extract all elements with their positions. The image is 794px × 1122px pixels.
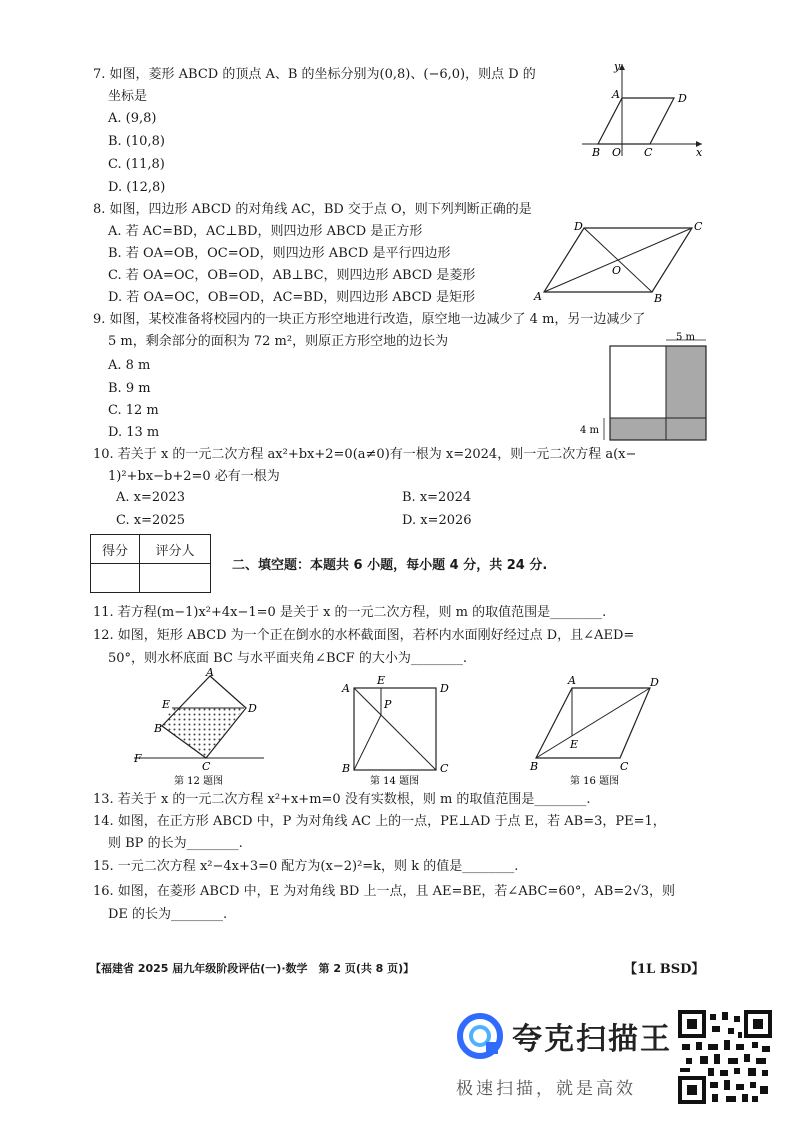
q9-option-b: B. 9 m: [108, 381, 151, 396]
q9-option-a: A. 8 m: [108, 358, 151, 373]
q8-option-b: B. 若 OA=OB，OC=OD，则四边形 ABCD 是平行四边形: [108, 246, 451, 261]
fig16-label-a: A: [568, 674, 576, 687]
q7-label-d: D: [678, 92, 687, 105]
fig14-caption: 第 14 题图: [370, 776, 420, 787]
q8-option-d: D. 若 OA=OC，OB=OD，AC=BD，则四边形 ABCD 是矩形: [108, 290, 476, 305]
q7-label-b: B: [592, 146, 601, 159]
q7-label-o: O: [612, 146, 622, 159]
q10-option-c: C. x=2025: [116, 513, 186, 528]
q9-line1: 9. 如图，某校准备将校园内的一块正方形空地进行改造，原空地一边减少了 4 m，另一边减少了: [93, 312, 646, 327]
watermark-title: 夸克扫描王: [512, 1022, 672, 1057]
q14-line1: 14. 如图，在正方形 ABCD 中，P 为对角线 AC 上的一点，PE⊥AD 于点 E，若 AB=3，PE=1，: [93, 814, 666, 829]
fig14-label-d: D: [440, 682, 449, 695]
fig12-label-d: D: [248, 702, 257, 715]
q8-option-c: C. 若 OA=OC，OB=OD，AB⊥BC，则四边形 ABCD 是菱形: [108, 268, 476, 283]
q8-label-o: O: [612, 264, 622, 277]
section-2-title: 二、填空题：本题共 6 小题，每小题 4 分，共 24 分.: [232, 558, 548, 573]
q7-option-b: B. (10,8): [108, 134, 165, 149]
watermark-subtitle: 极速扫描，就是高效: [456, 1079, 636, 1099]
fig12-label-b: B: [154, 722, 163, 735]
score-header: 得分: [91, 535, 140, 564]
q9-option-d: D. 13 m: [108, 425, 160, 440]
q9-figure: [580, 330, 710, 442]
q9-label-4m: 4 m: [580, 425, 600, 436]
q7-option-a: A. (9,8): [108, 111, 157, 126]
q11-text: 11. 若方程(m−1)x²+4x−1=0 是关于 x 的一元二次方程，则 m 的取值范围是________.: [93, 605, 607, 620]
q7-option-c: C. (11,8): [108, 157, 165, 172]
quark-logo-icon: [456, 1012, 506, 1060]
footer-right: 【1L BSD】: [624, 962, 705, 977]
q16-line2: DE 的长为________.: [108, 907, 228, 922]
q8-line1: 8. 如图，四边形 ABCD 的对角线 AC，BD 交于点 O，则下列判断正确的是: [93, 202, 532, 217]
q7-line1: 7. 如图，菱形 ABCD 的顶点 A、B 的坐标分别为(0,8)、(−6,0)，则点 D 的: [93, 67, 536, 82]
score-cell[interactable]: [91, 564, 140, 593]
q10-line1: 10. 若关于 x 的一元二次方程 ax²+bx+2=0(a≠0)有一根为 x=2024，则一元二次方程 a(x−: [93, 447, 637, 462]
q15-text: 15. 一元二次方程 x²−4x+3=0 配方为(x−2)²=k，则 k 的值是________.: [93, 859, 519, 874]
fig12-figure: [128, 668, 278, 788]
q10-option-a: A. x=2023: [116, 490, 185, 505]
fig14-label-a: A: [342, 682, 350, 695]
fig12-label-a: A: [206, 668, 214, 679]
q7-label-y: y: [614, 60, 621, 73]
fig14-figure: [338, 672, 458, 788]
fig16-label-b: B: [530, 760, 539, 773]
q9-option-c: C. 12 m: [108, 403, 159, 418]
q7-label-c: C: [644, 146, 653, 159]
q8-label-a: A: [534, 290, 542, 303]
q8-figure: [530, 218, 710, 308]
footer-left: 【福建省 2025 届九年级阶段评估(一)·数学 第 2 页(共 8 页)】: [90, 962, 415, 975]
fig12-label-c: C: [202, 760, 211, 773]
q10-option-d: D. x=2026: [402, 513, 472, 528]
q7-label-a: A: [612, 88, 620, 101]
fig16-caption: 第 16 题图: [570, 776, 620, 787]
q7-option-d: D. (12,8): [108, 180, 166, 195]
fig16-label-c: C: [620, 760, 629, 773]
q12-line1: 12. 如图，矩形 ABCD 为一个正在倒水的水杯截面图，若杯内水面刚好经过点 D，且∠AED=: [93, 628, 635, 643]
q7-figure: [578, 58, 708, 160]
q10-option-b: B. x=2024: [402, 490, 472, 505]
score-table: [90, 534, 211, 593]
qr-code-icon: [678, 1010, 772, 1104]
q16-line1: 16. 如图，在菱形 ABCD 中，E 为对角线 BD 上一点，且 AE=BE，若∠ABC=60°，AB=2√3，则: [93, 884, 676, 899]
grader-header: 评分人: [140, 535, 211, 564]
q9-line2: 5 m，剩余部分的面积为 72 m²，则原正方形空地的边长为: [108, 334, 449, 349]
fig12-label-e: E: [162, 698, 171, 711]
q8-label-d: D: [574, 220, 583, 233]
fig16-figure: [526, 674, 676, 788]
fig12-caption: 第 12 题图: [174, 776, 224, 787]
fig14-label-p: P: [384, 698, 392, 711]
grader-cell[interactable]: [140, 564, 211, 593]
q7-label-x: x: [696, 146, 703, 159]
q9-label-5m: 5 m: [676, 332, 696, 343]
q13-text: 13. 若关于 x 的一元二次方程 x²+x+m=0 没有实数根，则 m 的取值范围是________.: [93, 792, 591, 807]
q14-line2: 则 BP 的长为________.: [108, 836, 243, 851]
q8-label-c: C: [694, 220, 703, 233]
fig16-label-e: E: [570, 738, 579, 751]
q10-line2: 1)²+bx−b+2=0 必有一根为: [108, 469, 280, 484]
fig14-label-e: E: [377, 674, 386, 687]
q12-line2: 50°，则水杯底面 BC 与水平面夹角∠BCF 的大小为________.: [108, 651, 467, 666]
fig14-label-b: B: [342, 762, 351, 775]
fig12-label-f: F: [134, 752, 142, 765]
q8-label-b: B: [654, 292, 663, 305]
q7-line2: 坐标是: [108, 89, 148, 104]
fig16-label-d: D: [650, 676, 659, 689]
fig14-label-c: C: [440, 762, 449, 775]
q8-option-a: A. 若 AC=BD，AC⊥BD，则四边形 ABCD 是正方形: [108, 224, 423, 239]
